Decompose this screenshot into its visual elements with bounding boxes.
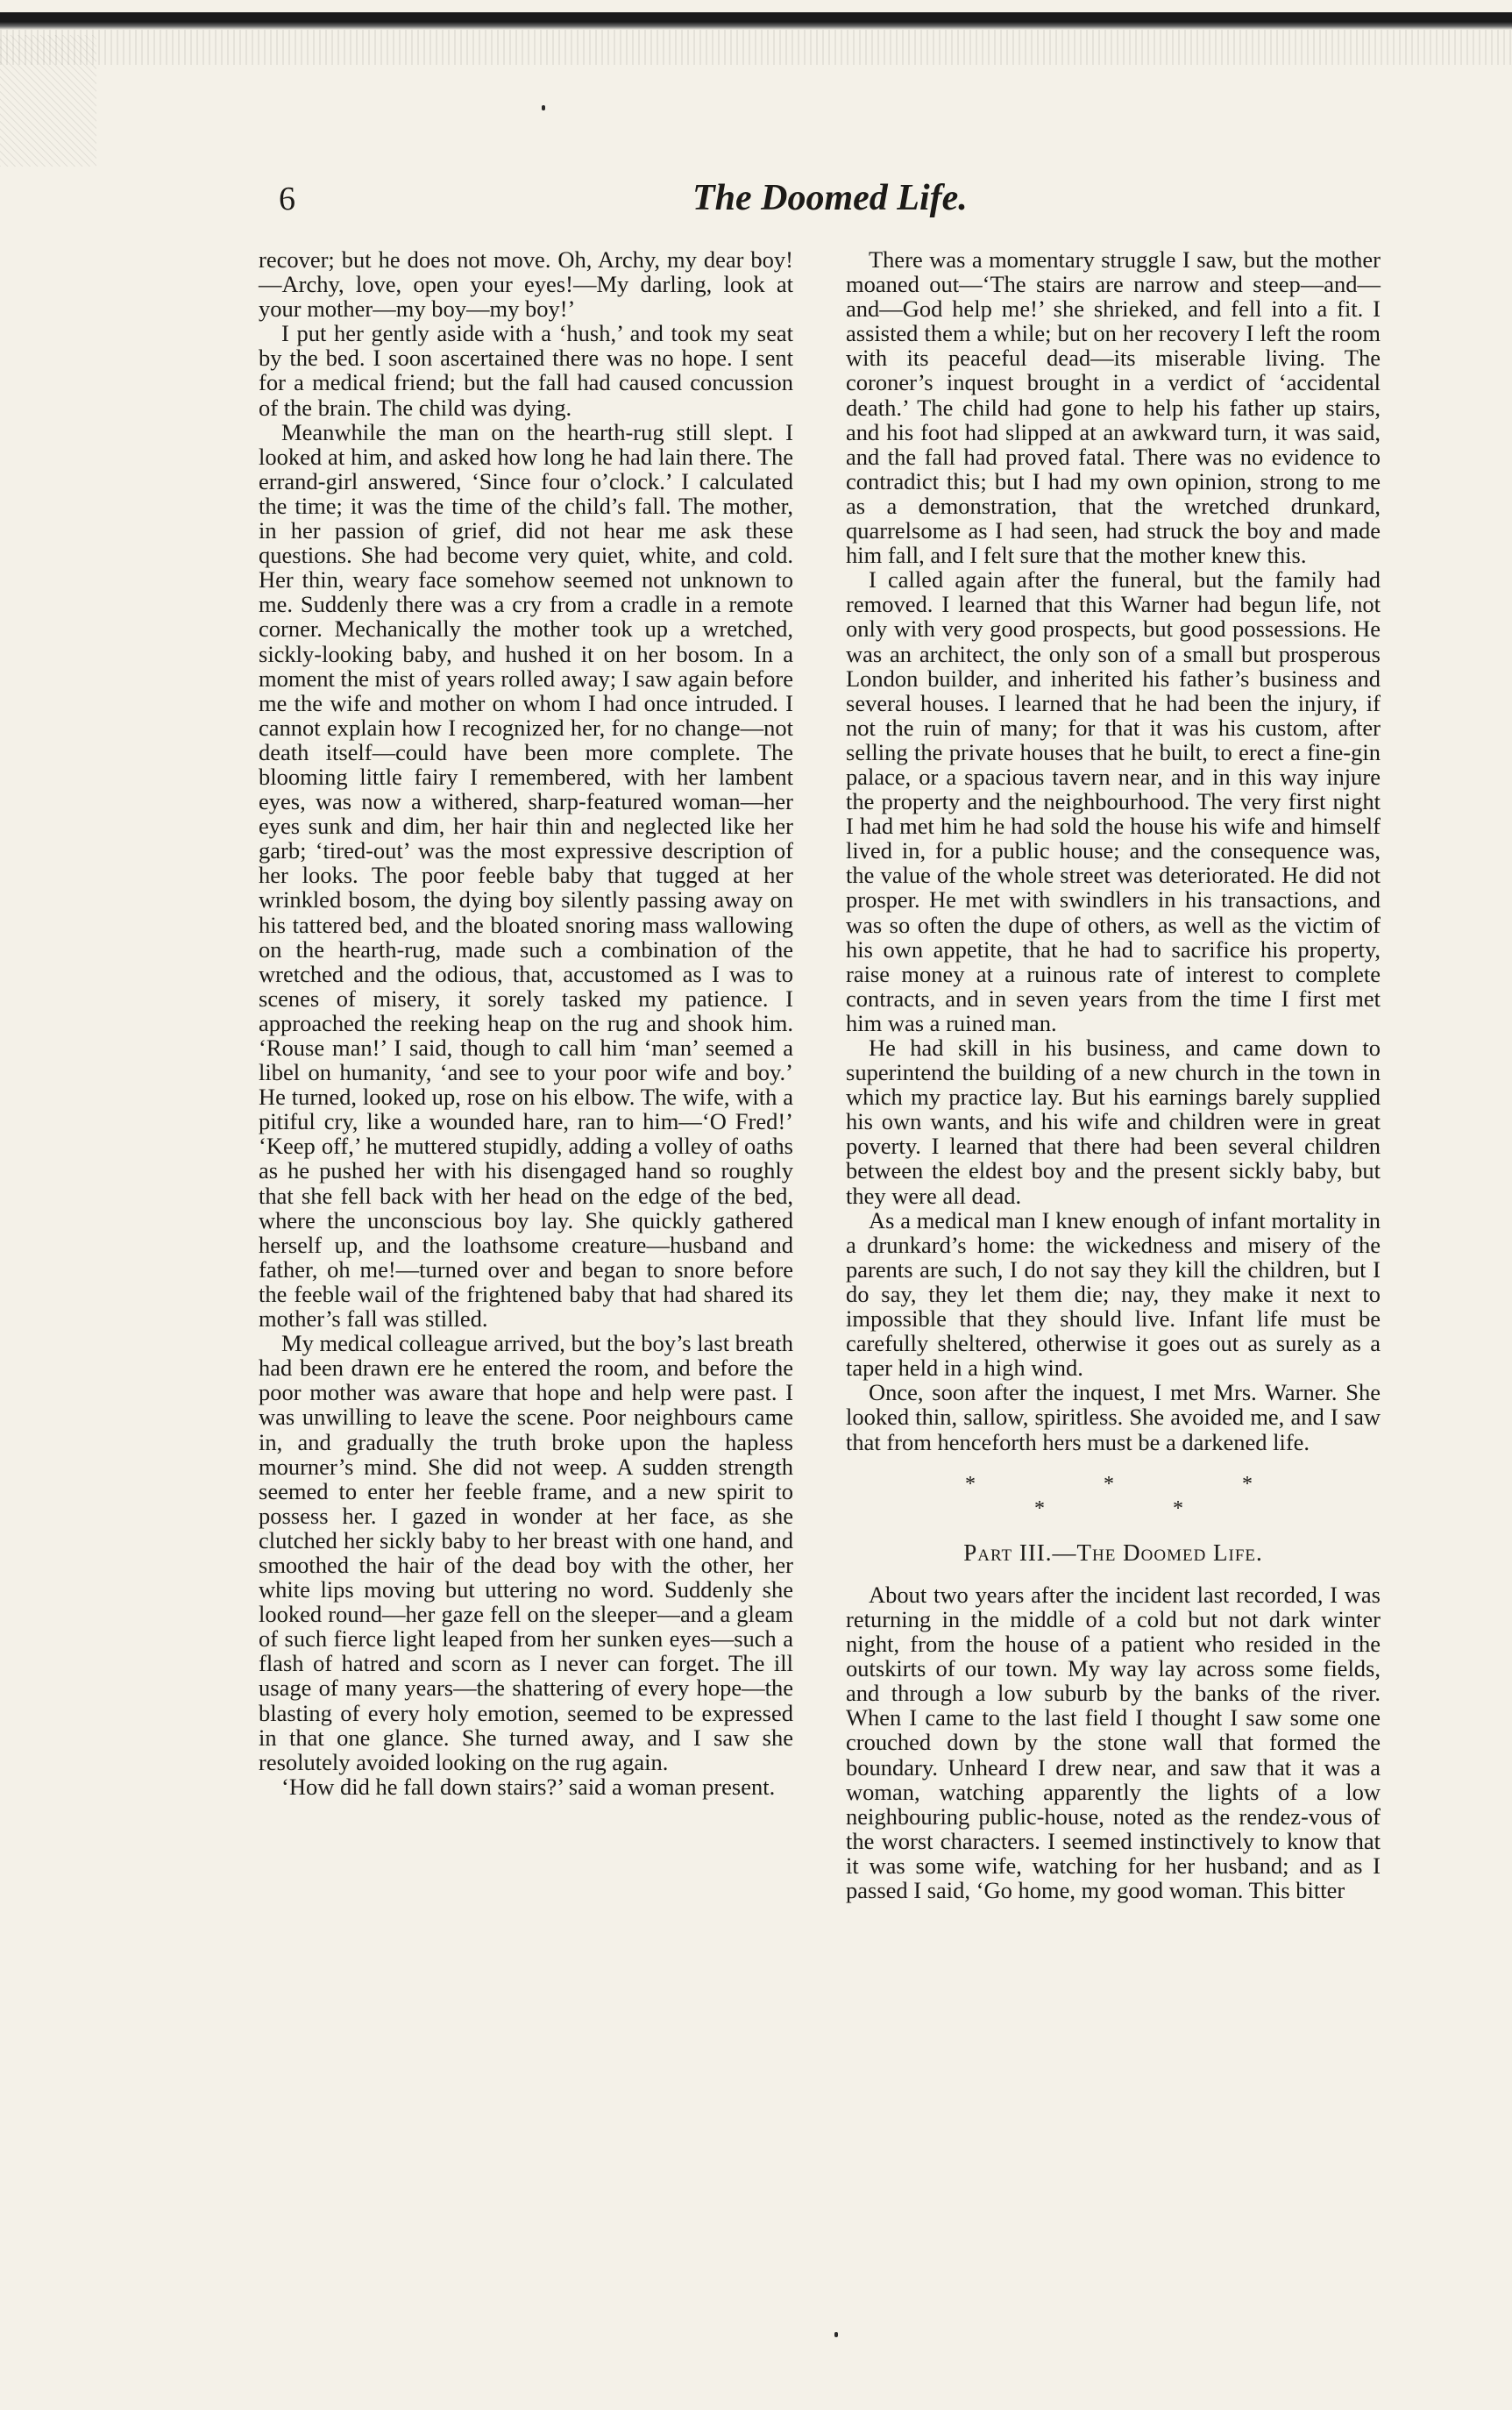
paragraph: Once, soon after the inquest, I met Mrs. Warner. She looked thin, sallow, spiritless. She avoided me, and I saw that from henceforth hers must be a darkened life. xyxy=(846,1379,1381,1455)
section-break-asterisks: * * * * * xyxy=(965,1472,1314,1520)
paragraph: Meanwhile the man on the hearth-rug still slept. I looked at him, and asked how long he had lain there. The errand-girl answered, ‘Since four o’clock.’ I calculated the time; it was the time of the child’s fall. The mother, in her passion of grief, did not hear me ask these questions. She had become very quiet, white, and cold. Her thin, weary face somehow seemed not unknown to me. Suddenly there was a cry from a cradle in a remote corner. Mechanically the mother took up a wretched, sickly-looking baby, and hushed it on her bosom. In a moment the mist of years rolled away; I saw again before me the wife and mother on whom I had once intruded. I cannot explain how I recognized her, for no change—not death itself—could have been more complete. The blooming little fairy I remembered, with her lambent eyes, was now a withered, sharp-featured woman—her eyes sunk and dim, her hair thin and neglected like her garb; ‘tired-out’ was the most expressive description of her looks. The poor feeble baby that tugged at her wrinkled bosom, the dying boy silently passing away on his tattered bed, and the bloated snoring mass wallowing on the hearth-rug, made such a combination of the wretched and the odious, that, accustomed as I was to scenes of misery, it sorely tasked my patience. I approached the reeking heap on the rug and shook him. ‘Rouse man!’ I said, though to call him ‘man’ seemed a libel on humanity, ‘and see to your poor wife and boy.’ He turned, looked up, rose on his elbow. The wife, with a pitiful cry, like a wounded hare, ran to him—‘O Fred!’ ‘Keep off,’ he muttered stupidly, adding a volley of oaths as he pushed her with his disengaged hand so roughly that she fell back with her head on the edge of the bed, where the unconscious boy lay. She quickly gathered herself up, and the loathsome creature—husband and father, oh me!—turned over and began to snore before the feeble wail of the frightened baby that had shared its mother’s fall was stilled. xyxy=(259,418,793,1333)
top-border-rule xyxy=(0,12,1512,30)
right-column xyxy=(846,247,1381,1902)
paragraph: ‘How did he fall down stairs?’ said a woman present. xyxy=(281,1773,776,1800)
ink-speck xyxy=(834,2332,838,2337)
part-heading: Part III.—The Doomed Life. xyxy=(963,1539,1263,1566)
paragraph: About two years after the incident last recorded, I was returning in the middle of a cold but not dark winter night, from the house of a patient who resided in the outskirts of our town. My way lay across some fields, and through a low suburb by the banks of the river. When I came to the last field I thought I saw some one crouched down by the stone wall that formed the boundary. Unheard I drew near, and saw that it was a woman, watching apparently the lights of a low neighbouring public-house, noted as the rendez-vous of the worst characters. I seemed instinctively to know that it was some wife, watching for her husband; and as I passed I said, ‘Go home, my good woman. This bitter xyxy=(846,1581,1381,1903)
paragraph: There was a momentary struggle I saw, but the mother moaned out—‘The stairs are narrow and steep—and—and—God help me!’ she shrieked, and fell into a fit. I assisted them a while; but on her recovery I left the room with its peaceful dead—its miserable living. The coroner’s inquest brought in a verdict of ‘accidental death.’ The child had gone to help his father up stairs, and his foot had slipped at an awkward turn, it was said, and the fall had proved fatal. There was no evidence to contradict this; but I had my own opinion, strong to me as a demonstration, that the wretched drunkard, quarrelsome as I had seen, had struck the boy and made him fall, and I felt sure that the mother knew this. xyxy=(846,246,1381,569)
paragraph: I put her gently aside with a ‘hush,’ and took my seat by the bed. I soon ascertained there was no hope. I sent for a medical friend; but the fall had caused concussion of the brain. The child was dying. xyxy=(259,320,793,421)
paragraph: recover; but he does not move. Oh, Archy, my dear boy!—Archy, love, open your eyes!—My darling, look at your mother—my boy—my boy!’ xyxy=(259,246,793,323)
left-column xyxy=(259,247,793,1799)
paragraph: He had skill in his business, and came down to superintend the building of a new church in the town in which my practice lay. But his earnings barely supplied his own wants, and his wife and children were in great poverty. I learned that there had been several children between the eldest boy and the present sickly baby, but they were all dead. xyxy=(846,1034,1381,1209)
paragraph: As a medical man I knew enough of infant mortality in a drunkard’s home: the wickedness and misery of the parents are such, I do not say they kill the children, but I do say, they let them die; nay, they make it next to impossible that they should live. Infant life must be carefully sheltered, otherwise it goes out as surely as a taper held in a high wind. xyxy=(846,1206,1381,1382)
page-number: 6 xyxy=(279,181,296,217)
paragraph: My medical colleague arrived, but the boy’s last breath had been drawn ere he entered the room, and before the poor mother was aware that hope and help were past. I was unwilling to leave the scene. Poor neighbours came in, and gradually the truth broke upon the hapless mourner’s mind. She did not weep. A sudden strength seemed to enter her feeble frame, and a new spirit to possess her. I gazed in wonder at her face, as she clutched her sickly baby to her breast with one hand, and smoothed the hair of the dead boy with the other, her white lips moving but uttering no word. Suddenly she looked round—her gaze fell on the sleeper—and a gleam of such fierce light leaped from her sunken eyes—such a flash of hatred and scorn as I never can forget. The ill usage of many years—the shattering of every hope—the blasting of every holy emotion, seemed to be expressed in that one glance. She turned away, and I saw she resolutely avoided looking on the rug again. xyxy=(259,1330,793,1775)
scan-noise-top xyxy=(0,30,1512,65)
running-title: The Doomed Life. xyxy=(692,178,968,218)
scan-noise-left xyxy=(0,35,96,167)
ink-speck xyxy=(542,105,545,110)
paragraph: I called again after the funeral, but the family had removed. I learned that this Warner had begun life, not only with very good prospects, but good possessions. He was an architect, the only son of a small but prosperous London builder, and inherited his father’s business and several houses. I learned that he had been the injury, if not the ruin of many; for that it was his custom, after selling the private houses that he built, to erect a fine-gin palace, or a spacious tavern near, and in this way injure the property and the neighbourhood. The very first night I had met him he had sold the house his wife and himself lived in, for a public house; and the consequence was, the value of the whole street was deteriorated. He did not prosper. He met with swindlers in his transactions, and was so often the dupe of others, as well as the victim of his own appetite, that he had to sacrifice his property, raise money at a ruinous rate of interest to complete contracts, and in seven years from the time I first met him was a ruined man. xyxy=(846,566,1381,1036)
